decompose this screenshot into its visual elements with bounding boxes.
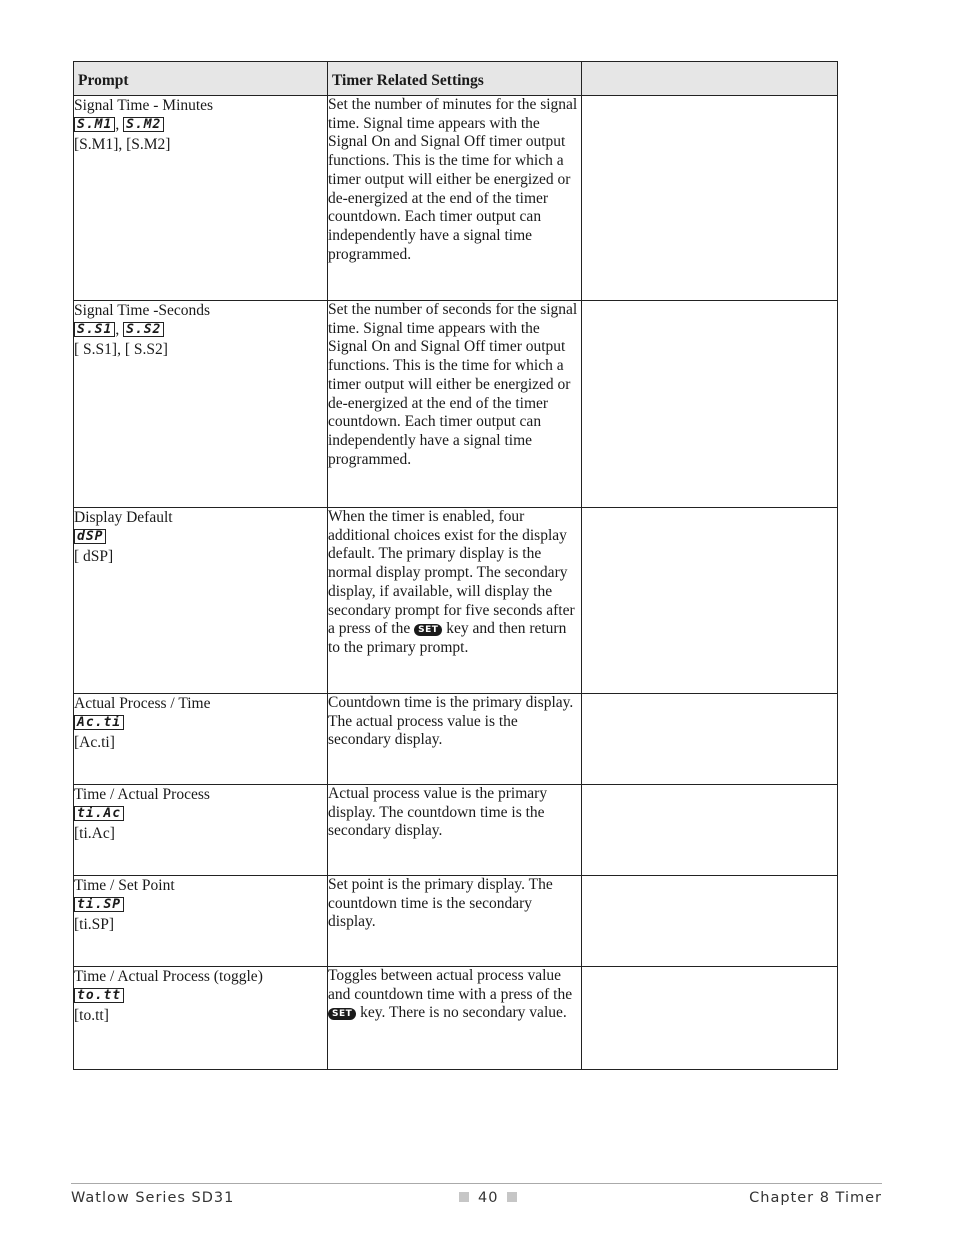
header-settings: Timer Related Settings — [328, 62, 582, 96]
lcd-code: Ac.ti — [74, 715, 124, 730]
table-row — [74, 876, 838, 967]
prompt-cell — [74, 785, 328, 876]
prompt-name: Display Default — [74, 509, 173, 526]
description-text: Countdown time is the primary display. The actual process value is the secondary display. — [328, 694, 574, 749]
header-notes — [582, 62, 838, 96]
prompt-cell — [74, 301, 328, 508]
description-text: Actual process value is the primary display. The countdown time is the secondary display. — [328, 785, 548, 840]
footer-chapter: Chapter 8 Timer — [749, 1190, 882, 1206]
prompt-bracket: [ti.SP] — [74, 916, 115, 934]
notes-cell — [582, 967, 838, 1070]
description-cell — [328, 96, 582, 301]
prompt-name: Time / Actual Process (toggle) — [74, 968, 263, 985]
table-row — [74, 967, 838, 1070]
page-number-group — [450, 1190, 526, 1206]
prompt-cell — [74, 967, 328, 1070]
description-text: Toggles between actual process value and countdown time with a press of the — [328, 967, 573, 1003]
prompt-cell — [74, 96, 328, 301]
notes-cell — [582, 508, 838, 694]
description-cell — [328, 876, 582, 967]
lcd-code: S.S1 — [74, 322, 115, 337]
prompt-bracket: [S.M1], [S.M2] — [74, 136, 171, 154]
prompt-bracket: [to.tt] — [74, 1007, 109, 1025]
prompt-name: Time / Set Point — [74, 877, 175, 894]
notes-cell — [582, 876, 838, 967]
footer-divider — [71, 1183, 882, 1184]
lcd-code: dSP — [74, 529, 106, 544]
description-cell — [328, 967, 582, 1070]
square-bullet-icon — [459, 1192, 469, 1202]
prompt-bracket: [ dSP] — [74, 548, 114, 566]
lcd-code: S.S2 — [123, 322, 164, 337]
prompt-name: Time / Actual Process — [74, 786, 210, 803]
table-row — [74, 694, 838, 785]
table-row — [74, 96, 838, 301]
settings-table — [73, 61, 838, 1070]
description-text: key and then return to the primary prompt. — [328, 620, 567, 656]
header-row — [74, 62, 838, 96]
description-text: Set the number of minutes for the signal time. Signal time appears with the Signal On and Signal Off timer output functions. This is the time for which a timer output will either be energized or de-energized at the end of the timer countdown. Each timer output can independently have a signal time programmed. — [328, 96, 578, 263]
table-row — [74, 508, 838, 694]
notes-cell — [582, 96, 838, 301]
page-number: 40 — [478, 1190, 499, 1206]
description-text: Set point is the primary display. The countdown time is the secondary display. — [328, 876, 553, 931]
description-cell — [328, 785, 582, 876]
notes-cell — [582, 301, 838, 508]
description-text: When the timer is enabled, four additional choices exist for the display default. The primary display is the normal display prompt. The secondary display, if available, will display the secondary prompt for five seconds after a press of the — [328, 508, 575, 638]
prompt-bracket: [ S.S1], [ S.S2] — [74, 341, 168, 359]
set-key-icon: SET — [414, 624, 442, 636]
description-text: Set the number of seconds for the signal time. Signal time appears with the Signal On and Signal Off timer output functions. This is the time for which a timer output will either be energized or de-energized at the end of the timer countdown. Each timer output can independently have a signal time programmed. — [328, 301, 578, 468]
prompt-cell — [74, 876, 328, 967]
lcd-code: S.M2 — [123, 117, 164, 132]
lcd-code: to.tt — [74, 988, 124, 1003]
prompt-name: Actual Process / Time — [74, 695, 211, 712]
prompt-name: Signal Time - Minutes — [74, 97, 214, 114]
set-key-icon: SET — [328, 1008, 356, 1020]
description-cell — [328, 694, 582, 785]
lcd-code: S.M1 — [74, 117, 115, 132]
lcd-code: ti.Ac — [74, 806, 124, 821]
lcd-code: ti.SP — [74, 897, 124, 912]
square-bullet-icon — [507, 1192, 517, 1202]
table-row — [74, 301, 838, 508]
prompt-bracket: [Ac.ti] — [74, 734, 115, 752]
prompt-bracket: [ti.Ac] — [74, 825, 115, 843]
table-row — [74, 785, 838, 876]
description-cell — [328, 301, 582, 508]
header-prompt: Prompt — [74, 62, 328, 96]
code-separator: , — [115, 321, 124, 338]
code-separator: , — [115, 116, 124, 133]
prompt-cell — [74, 694, 328, 785]
notes-cell — [582, 694, 838, 785]
prompt-name: Signal Time -Seconds — [74, 302, 211, 319]
prompt-cell — [74, 508, 328, 694]
footer-title: Watlow Series SD31 — [71, 1190, 235, 1206]
description-cell — [328, 508, 582, 694]
description-text: key. There is no secondary value. — [356, 1004, 567, 1022]
page-footer — [71, 1190, 882, 1212]
notes-cell — [582, 785, 838, 876]
